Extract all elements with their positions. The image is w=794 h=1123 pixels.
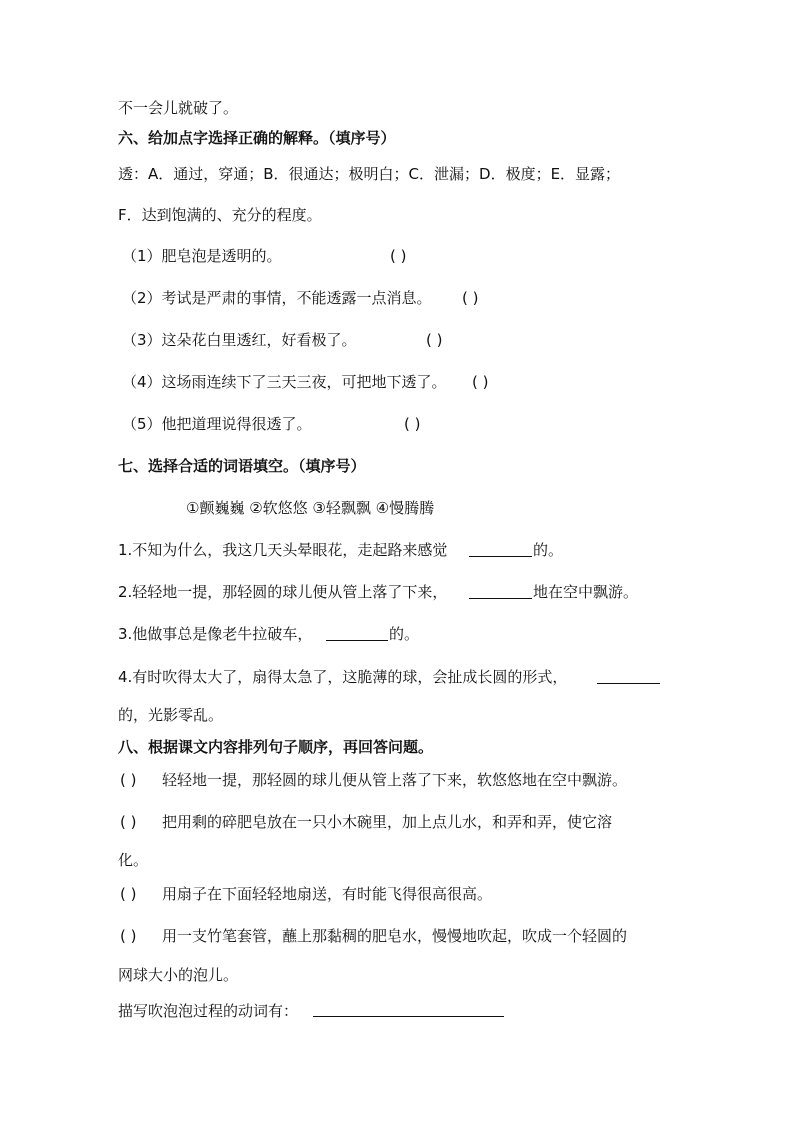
section6-answer-1[interactable]: ( ) [390,247,407,265]
section8-sentence-4-cont: 网球大小的泡儿。 [118,966,239,984]
section6-answer-2[interactable]: ( ) [462,289,479,307]
section7-options: ①颤巍巍 ②软悠悠 ③轻飘飘 ④慢腾腾 [186,499,435,517]
section7-q3-text: 3.他做事总是像老牛拉破车， [118,625,313,643]
section8-heading: 八、根据课文内容排列句子顺序，再回答问题。 [118,738,434,756]
section7-q1-after: 的。 [533,541,564,559]
section7-q4-blank[interactable] [597,683,660,684]
section6-definitions-line1: 透：A．通过，穿通；B．很通达；极明白；C．泄漏；D．极度；E．显露； [118,165,621,183]
section6-item-2: （2）考试是严肃的事情，不能透露一点消息。 [122,289,432,307]
continued-text: 不一会儿就破了。 [118,99,239,117]
section7-q2-text: 2.轻轻地一提，那轻圆的球儿便从管上落了下来， [118,583,448,601]
section8-order-2[interactable]: ( ) [120,813,137,831]
section6-item-1: （1）肥皂泡是透明的。 [122,247,282,265]
section8-order-1[interactable]: ( ) [120,771,137,789]
section6-item-3: （3）这朵花白里透红，好看极了。 [122,331,357,349]
section8-order-4[interactable]: ( ) [120,927,137,945]
section6-answer-3[interactable]: ( ) [426,331,443,349]
section7-q3-after: 的。 [389,625,420,643]
section6-item-5: （5）他把道理说得很透了。 [122,415,312,433]
section7-heading: 七、选择合适的词语填空。（填序号） [118,457,366,475]
section8-sentence-1: 轻轻地一提，那轻圆的球儿便从管上落了下来，软悠悠地在空中飘游。 [162,771,628,789]
section7-q4-text: 4.有时吹得太大了，扇得太急了，这脆薄的球，会扯成长圆的形式， [118,668,568,686]
section7-q2-after: 地在空中飘游。 [533,583,639,601]
section6-item-4: （4）这场雨连续下了三天三夜，可把地下透了。 [122,373,447,391]
section7-q2-blank[interactable] [469,598,532,599]
section8-question: 描写吹泡泡过程的动词有： [118,1002,299,1020]
section8-sentence-2-cont: 化。 [118,851,149,869]
section6-definitions-line2: F．达到饱满的、充分的程度。 [118,206,322,224]
section8-sentence-2: 把用剩的碎肥皂放在一只小木碗里，加上点儿水，和弄和弄，使它溶 [162,813,613,831]
section8-answer-blank[interactable] [313,1016,504,1017]
section7-q3-blank[interactable] [326,640,388,641]
section8-sentence-3: 用扇子在下面轻轻地扇送，有时能飞得很高很高。 [162,885,493,903]
section7-q1-blank[interactable] [469,556,532,557]
section8-sentence-4: 用一支竹笔套管，蘸上那黏稠的肥皂水，慢慢地吹起，吹成一个轻圆的 [162,927,628,945]
section8-order-3[interactable]: ( ) [120,885,137,903]
section6-answer-4[interactable]: ( ) [472,373,489,391]
section7-q1-text: 1.不知为什么，我这几天头晕眼花，走起路来感觉 [118,541,448,559]
section6-heading: 六、给加点字选择正确的解释。（填序号） [118,129,396,147]
section7-q4-text-cont: 的，光影零乱。 [118,706,224,724]
section6-answer-5[interactable]: ( ) [404,415,421,433]
